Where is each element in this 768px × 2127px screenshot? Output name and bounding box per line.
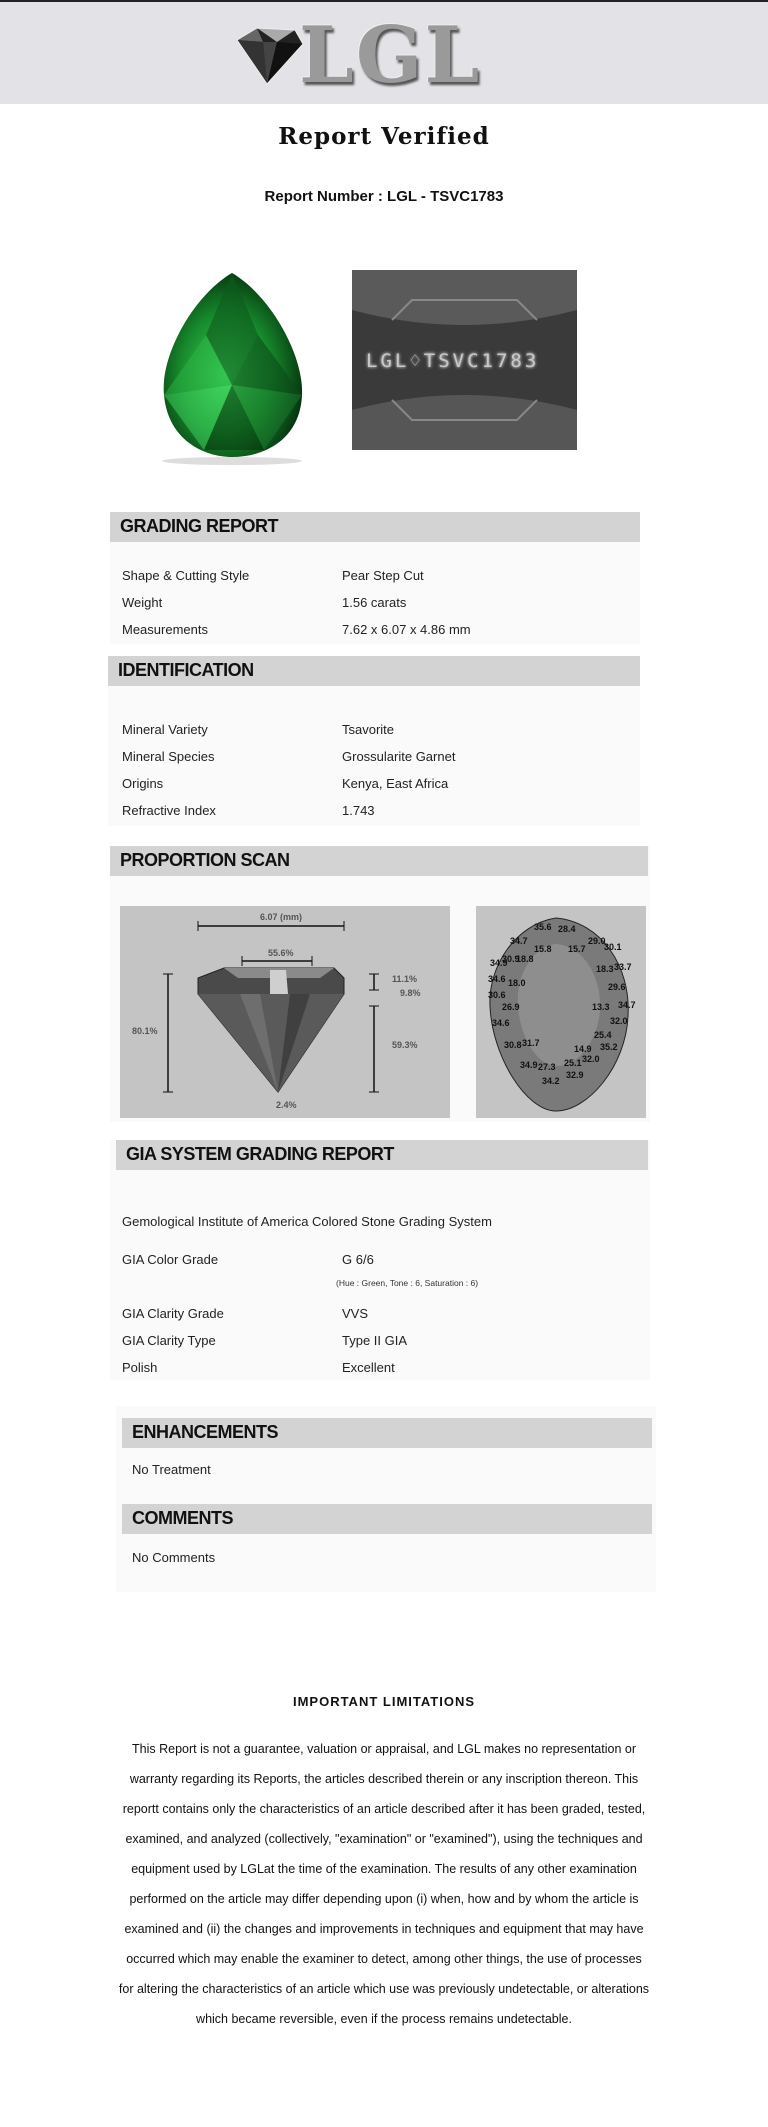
thickness-value: 32.9 bbox=[566, 1070, 584, 1080]
comments-value: No Comments bbox=[132, 1550, 216, 1565]
clarity-grade-value: VVS bbox=[342, 1306, 369, 1321]
thickness-value: 34.7 bbox=[510, 936, 528, 946]
girdle-pct: 9.8% bbox=[400, 988, 421, 998]
origins-value: Kenya, East Africa bbox=[342, 776, 449, 791]
polish-label: Polish bbox=[122, 1360, 158, 1375]
species-label: Mineral Species bbox=[122, 749, 215, 764]
section-heading: IDENTIFICATION bbox=[118, 660, 254, 680]
thickness-value: 34.6 bbox=[492, 1018, 510, 1028]
section-heading: PROPORTION SCAN bbox=[120, 850, 290, 870]
section-heading: GRADING REPORT bbox=[120, 516, 279, 536]
crown-pct: 11.1% bbox=[392, 974, 418, 984]
measurements-label: Measurements bbox=[122, 622, 208, 637]
thickness-value: 31.7 bbox=[522, 1038, 540, 1048]
thickness-value: 30.8 bbox=[504, 1040, 522, 1050]
gemstone-photo bbox=[134, 265, 324, 465]
polish-value: Excellent bbox=[342, 1360, 395, 1375]
depth-pct: 80.1% bbox=[132, 1026, 158, 1036]
section-heading-bar bbox=[110, 846, 648, 876]
variety-value: Tsavorite bbox=[342, 722, 395, 737]
thickness-value: 34.2 bbox=[542, 1076, 560, 1086]
color-grade-note: (Hue : Green, Tone : 6, Saturation : 6) bbox=[336, 1278, 479, 1288]
limitations-title: IMPORTANT LIMITATIONS bbox=[292, 1694, 476, 1709]
thickness-value: 34.9 bbox=[520, 1060, 538, 1070]
thickness-value: 33.7 bbox=[614, 962, 632, 972]
clarity-type-value: Type II GIA bbox=[342, 1333, 408, 1348]
thickness-value: 27.3 bbox=[538, 1062, 556, 1072]
refractive-index-label: Refractive Index bbox=[122, 803, 216, 818]
thickness-value: 18.8 bbox=[516, 954, 534, 964]
thickness-value: 28.4 bbox=[558, 924, 576, 934]
origins-label: Origins bbox=[122, 776, 164, 791]
page-title: Report Verified bbox=[278, 123, 490, 150]
limitations-body: This Report is not a guarantee, valuation or appraisal, and LGL makes no representation or warranty regarding its Reports, the articles described therein or any inscription thereon. This reportt contains only the characteristics of an article described after it has been graded, tested, examined, and analyzed (collectively, "examination" or "examined"), using the techniques and equipment used by LGLat the time of the examination. The results of any other examination performed on the article may differ depending upon (i) when, how and by whom the article is examined and (ii) the changes and improvements in techniques and equipment that may have occurred which may enable the examiner to detect, among other things, the use of processes for altering the characteristics of an article which use was previously undetectable, or alterations which became reversible, even if the process remains undetectable. bbox=[118, 1742, 650, 2026]
thickness-value: 29.6 bbox=[608, 982, 626, 992]
thickness-value: 26.9 bbox=[502, 1002, 520, 1012]
thickness-value: 18.0 bbox=[508, 978, 526, 988]
thickness-value: 34.9 bbox=[490, 958, 508, 968]
shape-value: Pear Step Cut bbox=[342, 568, 424, 583]
table-pct: 55.6% bbox=[268, 948, 294, 958]
section-heading-bar bbox=[108, 656, 640, 686]
thickness-value: 25.1 bbox=[564, 1058, 582, 1068]
laser-inscription-photo bbox=[352, 270, 577, 450]
proportion-profile-diagram bbox=[120, 906, 450, 1118]
variety-label: Mineral Variety bbox=[122, 722, 208, 737]
thickness-value: 30.9 bbox=[502, 954, 520, 964]
logo-text: LGL bbox=[299, 10, 482, 101]
thickness-value: 30.6 bbox=[488, 990, 506, 1000]
thickness-value: 14.9 bbox=[574, 1044, 592, 1054]
refractive-index-value: 1.743 bbox=[342, 803, 375, 818]
thickness-value: 32.0 bbox=[582, 1054, 600, 1064]
measurements-value: 7.62 x 6.07 x 4.86 mm bbox=[342, 622, 471, 637]
section-heading: ENHANCEMENTS bbox=[132, 1422, 279, 1442]
width-label: 6.07 (mm) bbox=[260, 912, 303, 922]
clarity-type-label: GIA Clarity Type bbox=[122, 1333, 216, 1348]
pavilion-pct: 59.3% bbox=[392, 1040, 418, 1050]
proportion-section bbox=[110, 846, 650, 1122]
shape-label: Shape & Cutting Style bbox=[122, 568, 250, 583]
gia-intro: Gemological Institute of America Colored Stone Grading System bbox=[122, 1214, 492, 1229]
section-heading: GIA SYSTEM GRADING REPORT bbox=[126, 1144, 394, 1164]
thickness-value: 35.6 bbox=[534, 922, 552, 932]
thickness-value: 15.7 bbox=[568, 944, 586, 954]
species-value: Grossularite Garnet bbox=[342, 749, 456, 764]
site-header bbox=[0, 2, 768, 104]
thickness-map-diagram bbox=[476, 906, 646, 1118]
grading-section bbox=[110, 512, 640, 644]
culet-pct: 2.4% bbox=[276, 1100, 297, 1110]
weight-label: Weight bbox=[122, 595, 163, 610]
weight-value: 1.56 carats bbox=[342, 595, 407, 610]
section-heading-bar bbox=[110, 512, 640, 542]
thickness-value: 30.1 bbox=[604, 942, 622, 952]
enhancements-value: No Treatment bbox=[132, 1462, 211, 1477]
thickness-value: 32.0 bbox=[610, 1016, 628, 1026]
thickness-value: 15.8 bbox=[534, 944, 552, 954]
enhancements-comments-section bbox=[116, 1406, 656, 1592]
section-heading-bar bbox=[116, 1140, 648, 1170]
thickness-value: 34.7 bbox=[618, 1000, 636, 1010]
thickness-value: 13.3 bbox=[592, 1002, 610, 1012]
section-heading-bar bbox=[122, 1504, 652, 1534]
thickness-value: 29.0 bbox=[588, 936, 606, 946]
section-heading: COMMENTS bbox=[132, 1508, 233, 1528]
color-grade-value: G 6/6 bbox=[342, 1252, 374, 1267]
identification-section bbox=[108, 656, 640, 826]
section-heading-bar bbox=[122, 1418, 652, 1448]
thickness-value: 34.6 bbox=[488, 974, 506, 984]
inscription-text: LGL♢TSVC1783 bbox=[366, 350, 540, 372]
thickness-value: 18.3 bbox=[596, 964, 614, 974]
thickness-value: 35.2 bbox=[600, 1042, 618, 1052]
color-grade-label: GIA Color Grade bbox=[122, 1252, 219, 1267]
thickness-value: 25.4 bbox=[594, 1030, 612, 1040]
lgl-logo[interactable] bbox=[233, 10, 493, 101]
gia-section bbox=[110, 1140, 650, 1380]
clarity-grade-label: GIA Clarity Grade bbox=[122, 1306, 224, 1321]
diamond-logo-icon bbox=[233, 26, 305, 86]
report-number: Report Number : LGL - TSVC1783 bbox=[264, 188, 504, 205]
